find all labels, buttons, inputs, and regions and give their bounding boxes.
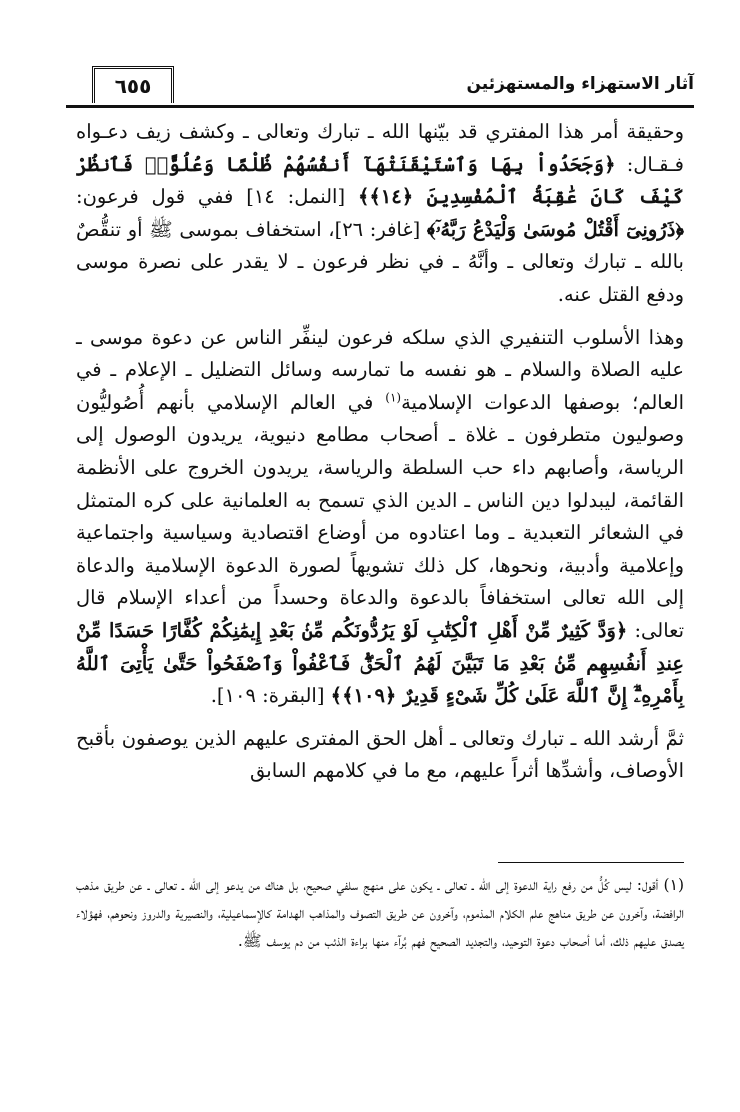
main-text bbox=[76, 116, 684, 788]
p1-text-c: [غافر: ٢٦]، استخفاف بموسى ﷺ أو تنقُّصٌ بالله ـ تبارك وتعالى ـ وأنَّهُ ـ في نظر فرعون ـ لا يقدر على نصرة موسى ودفع القتل عنه. bbox=[76, 217, 684, 306]
page-number-box bbox=[92, 66, 174, 103]
header-rule bbox=[66, 105, 694, 108]
running-title: آثار الاستهزاء والمستهزئين bbox=[466, 74, 694, 94]
quran-verse-ghafir: ﴿ذَرُونِىٓ أَقْتُلْ مُوسَىٰ وَلْيَدْعُ رَبَّهُۥٓ﴾ bbox=[426, 217, 685, 241]
footnote-text: أقول: ليس كُلُّ من رفع راية الدعوة إلى الله ـ تعالى ـ يكون على منهج سلفي صحيح، بل هناك من يدعو إلى الله ـ تعالى ـ عن طريق مذهب الرافضة، وآخرون عن طريق مناهج علم الكلام المذموم، وآخرون عن طريق التصوف والمذاهب الهدامة كالإسماعيلية، والنصيرية والدروز ونحوهم، فهؤلاء يصدق عليهم ذلك، أما أصحاب دعوة التوحيد، والتجديد الصحيح فهم بُرآء منها براءة الذئب من دم يوسف ﷺ. bbox=[76, 876, 684, 950]
quran-verse-naml: ﴿وَجَحَدُواْ بِهَا وَٱسْتَيْقَنَتْهَآ أَنفُسُهُمْ ظُلْمًا وَعُلُوًّاۚ فَٱنظُرْ كَيْفَ كَانَ عَٰقِبَةُ ٱلْمُفْسِدِينَ ﴿١٤﴾﴾ bbox=[76, 152, 685, 209]
footnotes bbox=[76, 872, 684, 955]
footnote-1 bbox=[76, 872, 684, 955]
p3-text: ثمَّ أرشد الله ـ تبارك وتعالى ـ أهل الحق المفترى عليهم الذين يوصفون بأقبح الأوصاف، وأشدِّها أثراً عليهم، مع ما في كلامهم السابق bbox=[76, 726, 684, 783]
paragraph-2 bbox=[76, 322, 684, 713]
footnote-ref[interactable]: (١) bbox=[385, 390, 402, 405]
p1-text-a: وحقيقة أمر هذا المفتري قد بيّنها الله ـ تبارك وتعالى ـ وكشف زيف دعـواه فـقـال: bbox=[76, 120, 684, 176]
paragraph-3 bbox=[76, 723, 684, 788]
quran-verse-baqara: ﴿وَدَّ كَثِيرٌ مِّنْ أَهْلِ ٱلْكِتَٰبِ لَوْ يَرُدُّونَكُم مِّنۢ بَعْدِ إِيمَٰنِكُمْ كُفَّارًا حَسَدًا مِّنْ عِندِ أَنفُسِهِم مِّنۢ بَعْدِ مَا تَبَيَّنَ لَهُمُ ٱلْحَقُّۖ فَٱعْفُواْ وَٱصْفَحُواْ حَتَّىٰ يَأْتِىَ ٱللَّهُ بِأَمْرِهِۦٓۗ إِنَّ ٱللَّهَ عَلَىٰ كُلِّ شَىْءٍ قَدِيرٌ ﴿١٠٩﴾﴾ bbox=[76, 618, 684, 708]
page-number: ٦٥٥ bbox=[114, 74, 152, 98]
page-header bbox=[66, 68, 694, 108]
footnote-number: (١) bbox=[663, 876, 684, 894]
p2-text-b: في العالم الإسلامي بأنهم أُصُوليُّون وصوليون متطرفون ـ غلاة ـ أصحاب مطامع دنيوية، يريدون الوصول إلى الرياسة، وأصابهم داء حب السلطة والرياسة، يريدون الخروج على الأنظمة القائمة، ليبدلوا دين الناس ـ الدين الذي تسمح به العلمانية على كره المتمثل في الشعائر التعبدية ـ وما اعتادوه من أوضاع اقتصادية وسياسية واجتماعية وإعلامية وأدبية، ونحوها، كل ذلك تشويهاً لصورة الدعوة الإسلامية والدعاة إلى الله تعالى استخفافاً بالدعوة والدعاة وحسداً من أعداء الإسلام قال تعالى: bbox=[76, 390, 684, 642]
p2-text-a: وهذا الأسلوب التنفيري الذي سلكه فرعون لينفِّر الناس عن دعوة موسى ـ عليه الصلاة والسلام ـ هو نفسه ما تمارسه وسائل التضليل ـ الإعلام ـ في العالم؛ بوصفها الدعوات الإسلامية bbox=[76, 325, 685, 414]
p1-text-b: [النمل: ١٤] ففي قول فرعون: bbox=[76, 185, 358, 209]
p2-text-c: [البقرة: ١٠٩]. bbox=[210, 684, 331, 708]
paragraph-1 bbox=[76, 116, 684, 312]
footnote-separator bbox=[498, 862, 684, 863]
